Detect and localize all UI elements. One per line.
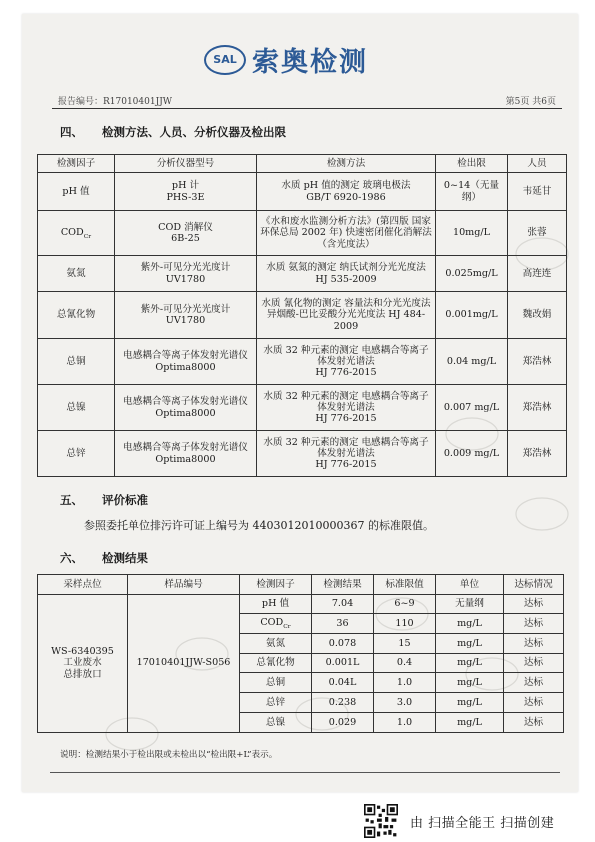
person-cell: 郑浩林	[508, 339, 567, 385]
factor-cell	[38, 385, 115, 431]
methods-col-header: 人员	[508, 155, 567, 173]
factor-cell	[38, 431, 115, 477]
results-col-header: 单位	[436, 575, 504, 595]
brand-name: 索奥检测	[252, 47, 368, 78]
unit-cell: 无量纲	[436, 594, 504, 614]
instrument-cell: 电感耦合等离子体发射光谱仪 Optima8000	[115, 385, 257, 431]
results-col-header: 样品编号	[128, 575, 240, 595]
result-factor-cell	[240, 614, 312, 634]
standard-limit-cell: 110	[374, 614, 436, 634]
result-value-cell: 0.04L	[312, 673, 374, 693]
method-cell: 水质 氨氮的测定 纳氏试剂分光光度法 HJ 535-2009	[257, 256, 436, 292]
page-indicator: 第5页 共6页	[505, 97, 556, 107]
person-cell: 郑浩林	[508, 431, 567, 477]
factor-cell-text: 总铜	[66, 355, 86, 367]
section-5-heading	[60, 492, 148, 508]
result-factor-cell-subscript: Cr	[283, 623, 291, 631]
method-cell: 《水和废水监测分析方法》(第四版 国家环保总局 2002 年) 快速密闭催化消解法（含光度法）	[257, 211, 436, 256]
compliance-cell: 达标	[504, 634, 564, 654]
scanner-credit-text: 由 扫描全能王 扫描创建	[410, 815, 555, 831]
company-logo	[204, 40, 368, 79]
section-4-title: 检测方法、人员、分析仪器及检出限	[102, 125, 286, 139]
result-factor-cell	[240, 634, 312, 654]
compliance-cell: 达标	[504, 653, 564, 673]
methods-col-header: 检测方法	[257, 155, 436, 173]
instrument-cell: 电感耦合等离子体发射光谱仪 Optima8000	[115, 339, 257, 385]
limit-cell: 0.04 mg/L	[436, 339, 508, 385]
standard-limit-cell: 0.4	[374, 653, 436, 673]
result-factor-cell-text: 总铜	[265, 677, 286, 689]
results-note: 说明：检测结果小于检出限或未检出以“检出限+L”表示。	[60, 750, 278, 760]
result-factor-cell	[240, 712, 312, 732]
result-factor-cell-text: COD	[260, 617, 284, 629]
result-value-cell: 0.001L	[312, 653, 374, 673]
section-5-number: 五、	[60, 493, 83, 507]
result-factor-cell-text: pH 值	[261, 598, 290, 610]
person-cell: 高连连	[508, 256, 567, 292]
section-6-number: 六、	[60, 551, 83, 565]
results-row	[38, 594, 564, 614]
factor-cell	[38, 211, 115, 256]
section-6-title: 检测结果	[102, 551, 148, 565]
standard-reference-text: 参照委托单位排污许可证上编号为 4403012010000367 的标准限值。	[84, 519, 434, 532]
methods-col-header: 分析仪器型号	[115, 155, 257, 173]
sal-logo-badge: SAL	[204, 45, 246, 75]
unit-cell: mg/L	[436, 634, 504, 654]
methods-row	[38, 256, 567, 292]
result-factor-cell-text: 氨氮	[265, 637, 286, 649]
person-cell: 魏改娟	[508, 292, 567, 339]
header-divider	[52, 108, 562, 109]
method-cell: 水质 pH 值的测定 玻璃电极法 GB/T 6920-1986	[257, 173, 436, 211]
result-factor-cell-text: 总氰化物	[256, 657, 295, 669]
methods-row	[38, 292, 567, 339]
scanner-watermark	[364, 804, 554, 838]
standard-limit-cell: 15	[374, 634, 436, 654]
result-factor-cell	[240, 693, 312, 713]
report-number: 报告编号：R17010401JJW	[58, 97, 173, 107]
compliance-cell: 达标	[504, 693, 564, 713]
report-page	[22, 14, 578, 792]
person-cell: 张蓉	[508, 211, 567, 256]
factor-cell	[38, 339, 115, 385]
result-factor-cell-text: 总锌	[265, 696, 286, 708]
limit-cell: 0~14（无量纲）	[436, 173, 508, 211]
compliance-cell: 达标	[504, 594, 564, 614]
instrument-cell: 电感耦合等离子体发射光谱仪 Optima8000	[115, 431, 257, 477]
standard-limit-cell: 1.0	[374, 673, 436, 693]
unit-cell: mg/L	[436, 614, 504, 634]
section-4-number: 四、	[60, 125, 83, 139]
standard-limit-cell: 6~9	[374, 594, 436, 614]
compliance-cell: 达标	[504, 614, 564, 634]
sampling-site-cell: WS-6340395 工业废水 总排放口	[38, 594, 128, 732]
results-col-header: 采样点位	[38, 575, 128, 595]
methods-table	[37, 154, 567, 477]
instrument-cell: pH 计 PHS-3E	[115, 173, 257, 211]
methods-row	[38, 173, 567, 211]
results-table-header	[38, 575, 564, 595]
person-cell: 郑浩林	[508, 385, 567, 431]
section-4-heading	[60, 124, 286, 140]
standard-limit-cell: 3.0	[374, 693, 436, 713]
methods-table-header	[38, 155, 567, 173]
result-value-cell: 7.04	[312, 594, 374, 614]
method-cell: 水质 32 种元素的测定 电感耦合等离子体发射光谱法 HJ 776-2015	[257, 385, 436, 431]
compliance-cell: 达标	[504, 712, 564, 732]
compliance-cell: 达标	[504, 673, 564, 693]
unit-cell: mg/L	[436, 712, 504, 732]
method-cell: 水质 氰化物的测定 容量法和分光光度法 异烟酸-巴比妥酸分光光度法 HJ 484-2009	[257, 292, 436, 339]
limit-cell: 0.001mg/L	[436, 292, 508, 339]
factor-cell-text: 总镍	[66, 401, 86, 413]
methods-row	[38, 339, 567, 385]
instrument-cell: 紫外-可见分光光度计 UV1780	[115, 256, 257, 292]
result-factor-cell	[240, 653, 312, 673]
standard-limit-cell: 1.0	[374, 712, 436, 732]
limit-cell: 0.007 mg/L	[436, 385, 508, 431]
person-cell: 韦延甘	[508, 173, 567, 211]
results-col-header: 达标情况	[504, 575, 564, 595]
limit-cell: 0.025mg/L	[436, 256, 508, 292]
limit-cell: 0.009 mg/L	[436, 431, 508, 477]
factor-cell	[38, 173, 115, 211]
results-table	[37, 574, 564, 733]
instrument-cell: COD 消解仪 6B-25	[115, 211, 257, 256]
instrument-cell: 紫外-可见分光光度计 UV1780	[115, 292, 257, 339]
result-value-cell: 0.078	[312, 634, 374, 654]
factor-cell-text: 氨氮	[66, 267, 86, 279]
factor-cell-text: pH 值	[62, 185, 90, 197]
result-factor-cell	[240, 673, 312, 693]
factor-cell-subscript: Cr	[83, 232, 92, 240]
factor-cell-text: 总锌	[66, 447, 86, 459]
unit-cell: mg/L	[436, 693, 504, 713]
results-col-header: 标准限值	[374, 575, 436, 595]
methods-row	[38, 211, 567, 256]
results-col-header: 检测因子	[240, 575, 312, 595]
results-col-header: 检测结果	[312, 575, 374, 595]
methods-col-header: 检出限	[436, 155, 508, 173]
sample-id-cell: 17010401JJW-S056	[128, 594, 240, 732]
unit-cell: mg/L	[436, 653, 504, 673]
result-value-cell: 36	[312, 614, 374, 634]
factor-cell	[38, 256, 115, 292]
result-value-cell: 0.029	[312, 712, 374, 732]
result-factor-cell-text: 总镍	[265, 716, 286, 728]
qr-code-icon	[364, 804, 398, 838]
result-factor-cell	[240, 594, 312, 614]
methods-col-header: 检测因子	[38, 155, 115, 173]
factor-cell-text: 总氰化物	[56, 309, 96, 321]
methods-row	[38, 431, 567, 477]
unit-cell: mg/L	[436, 673, 504, 693]
method-cell: 水质 32 种元素的测定 电感耦合等离子体发射光谱法 HJ 776-2015	[257, 339, 436, 385]
factor-cell	[38, 292, 115, 339]
section-5-title: 评价标准	[102, 493, 148, 507]
limit-cell: 10mg/L	[436, 211, 508, 256]
footer-divider	[50, 772, 560, 773]
result-value-cell: 0.238	[312, 693, 374, 713]
method-cell: 水质 32 种元素的测定 电感耦合等离子体发射光谱法 HJ 776-2015	[257, 431, 436, 477]
section-6-heading	[60, 550, 148, 566]
methods-row	[38, 385, 567, 431]
factor-cell-text: COD	[60, 226, 84, 238]
